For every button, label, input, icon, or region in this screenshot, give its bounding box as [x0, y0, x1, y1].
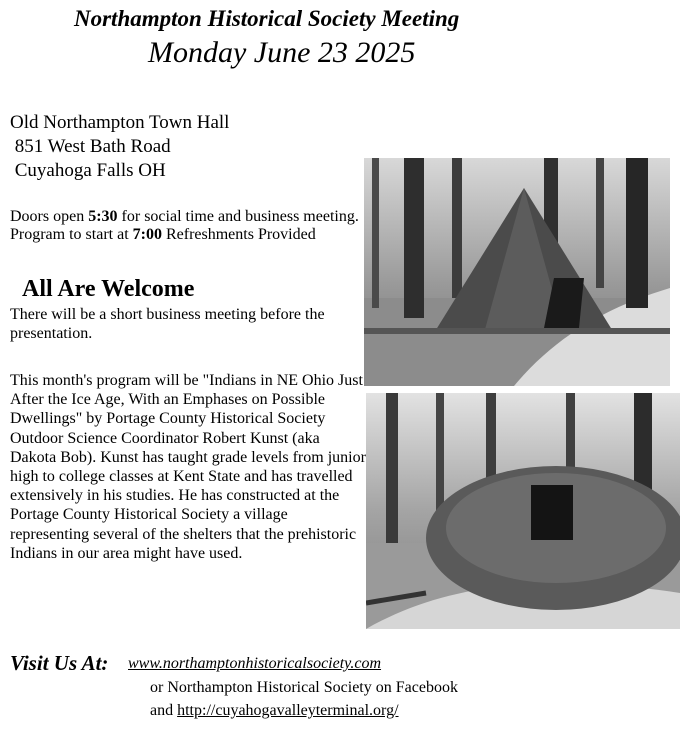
welcome-heading: All Are Welcome	[22, 276, 195, 302]
earth-lodge-photo	[366, 393, 680, 629]
terminal-link[interactable]: http://cuyahogavalleyterminal.org/	[177, 702, 399, 719]
venue-street: 851 West Bath Road	[10, 136, 171, 157]
doors-time: 5:30	[88, 208, 118, 225]
program-time: 7:00	[132, 226, 162, 243]
facebook-line: or Northampton Historical Society on Facebook	[150, 679, 458, 696]
and-text: and	[150, 702, 178, 719]
page-title: Northampton Historical Society Meeting	[74, 6, 460, 31]
schedule-text	[10, 208, 366, 244]
business-note: There will be a short business meeting before the presentation.	[10, 306, 325, 342]
doors-prefix: Doors open	[10, 208, 89, 225]
visit-us-label: Visit Us At:	[10, 651, 109, 675]
doors-middle: for social time and business meeting. Program to start at	[10, 208, 359, 243]
venue-name: Old Northampton Town Hall	[10, 112, 230, 133]
bark-wigwam-photo	[364, 158, 670, 386]
doors-suffix: Refreshments Provided	[161, 226, 316, 243]
venue-city: Cuyahoga Falls OH	[10, 160, 166, 181]
meeting-date: Monday June 23 2025	[148, 36, 416, 69]
website-link[interactable]: www.northamptonhistoricalsociety.com	[128, 655, 382, 672]
program-description: This month's program will be "Indians in NE Ohio Just After the Ice Age, With an Emphases on Possible Dwellings" by Portage County Historical Society Outdoor Science Coordinator Robert Kunst (aka Dakota Bob). Kunst has taught grade levels from junior high to college classes at Kent State and has travelled extensively in his studies. He has constructed at the Portage County Historical Society a village representing several of the shelters that the prehistoric Indians in our area might have used.	[10, 372, 366, 562]
terminal-line	[150, 702, 399, 720]
